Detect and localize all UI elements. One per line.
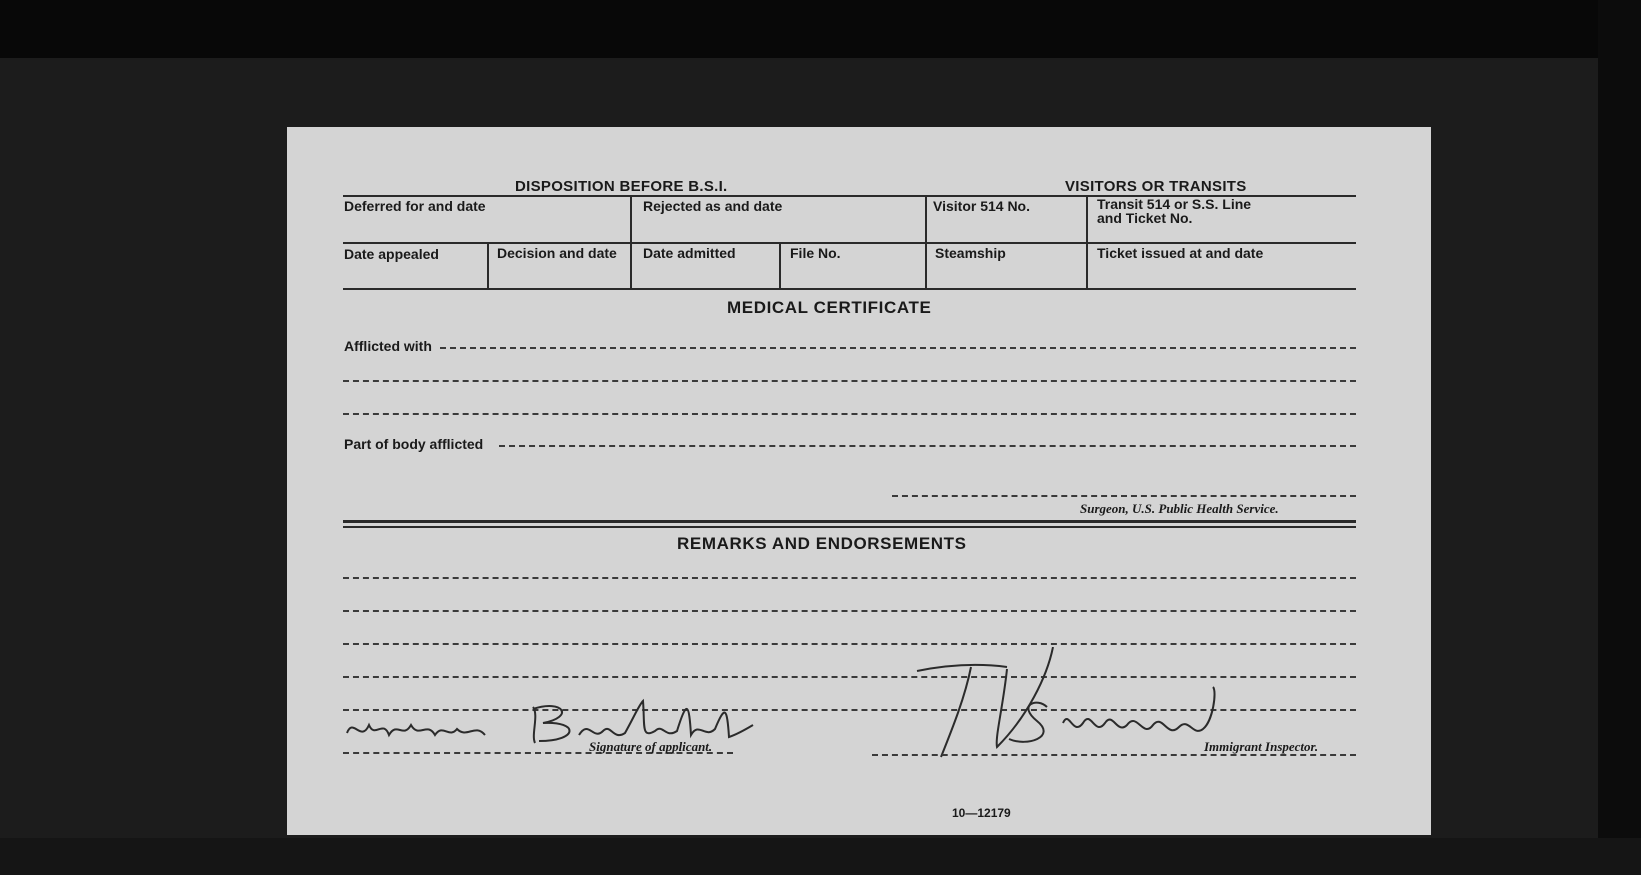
- scan-right-border: [1598, 0, 1641, 875]
- visitor-514-label: Visitor 514 No.: [933, 198, 1031, 214]
- column-divider: [630, 195, 632, 290]
- surgeon-caption: Surgeon, U.S. Public Health Service.: [1080, 501, 1279, 516]
- column-divider: [779, 242, 781, 290]
- date-admitted-label: Date admitted: [643, 245, 736, 261]
- transit-label-line2: and Ticket No.: [1097, 210, 1193, 226]
- decision-label: Decision and date: [497, 245, 617, 261]
- afflicted-line: [440, 347, 1356, 349]
- rejected-label: Rejected as and date: [643, 198, 783, 214]
- afflicted-label: Afflicted with: [344, 338, 432, 354]
- file-no-label: File No.: [790, 245, 841, 261]
- remarks-line: [343, 577, 1356, 579]
- record-card: [287, 127, 1431, 835]
- medical-line: [343, 413, 1356, 415]
- visitors-heading: VISITORS OR TRANSITS: [1065, 178, 1247, 195]
- form-number: 10—12179: [952, 806, 1011, 820]
- transit-label-line1: Transit 514 or S.S. Line: [1097, 196, 1252, 212]
- remarks-line: [343, 643, 1356, 645]
- scan-bottom-border: [0, 838, 1641, 875]
- column-divider: [487, 242, 489, 290]
- part-of-body-line: [499, 445, 1356, 447]
- surgeon-signature-line: [892, 495, 1356, 497]
- remarks-line: [343, 610, 1356, 612]
- remarks-heading: REMARKS AND ENDORSEMENTS: [677, 534, 967, 553]
- transit-label: [1097, 197, 1251, 225]
- table-middle-rule: [343, 242, 1356, 244]
- separator-rule: [343, 520, 1356, 523]
- column-divider: [925, 195, 927, 290]
- ticket-issued-label: Ticket issued at and date: [1097, 245, 1264, 261]
- part-of-body-label: Part of body afflicted: [344, 436, 484, 452]
- deferred-label: Deferred for and date: [344, 198, 486, 214]
- steamship-label: Steamship: [935, 245, 1006, 261]
- table-bottom-rule: [343, 288, 1356, 290]
- date-appealed-label: Date appealed: [344, 246, 439, 262]
- medical-certificate-heading: MEDICAL CERTIFICATE: [727, 298, 932, 317]
- inspector-caption: Immigrant Inspector.: [1204, 739, 1319, 754]
- scan-top-border: [0, 0, 1641, 58]
- disposition-heading: DISPOSITION BEFORE B.S.I.: [515, 178, 728, 195]
- applicant-caption: Signature of applicant.: [589, 739, 713, 754]
- medical-line: [343, 380, 1356, 382]
- column-divider: [1086, 195, 1088, 290]
- separator-rule: [343, 526, 1356, 528]
